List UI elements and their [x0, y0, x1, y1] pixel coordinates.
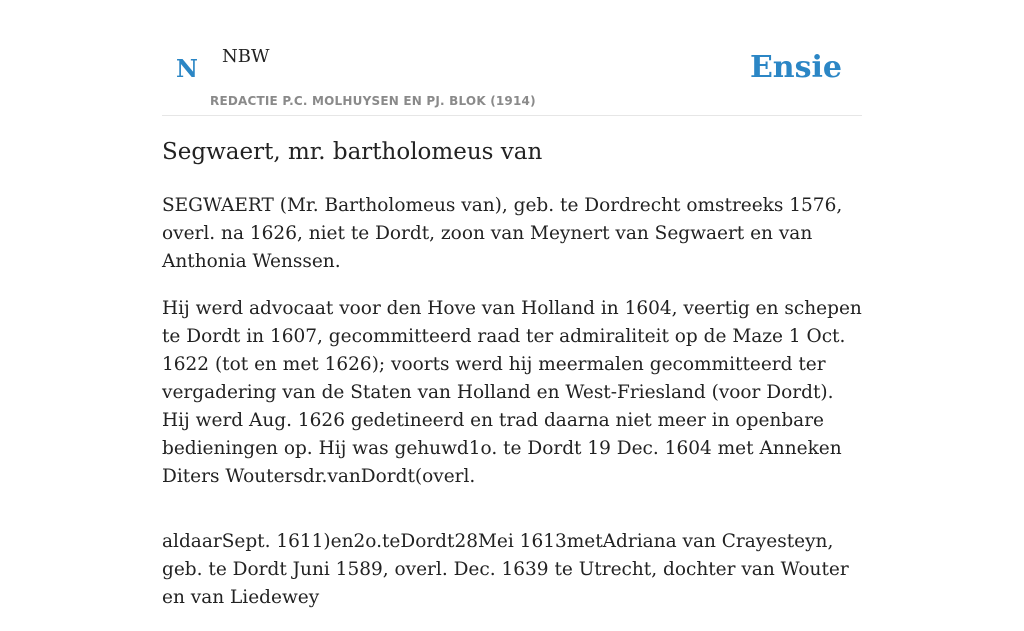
article-title: Segwaert, mr. bartholomeus van	[162, 139, 543, 165]
article-paragraph: aldaarSept. 1611)en2o.teDordt28Mei 1613metAdriana van Crayesteyn, geb. te Dordt Juni 1589, overl. Dec. 1639 te Utrecht, dochter van Wouter en van Liedewey	[162, 531, 849, 608]
article-paragraph: Hij werd advocaat voor den Hove van Holland in 1604, veertig en schepen te Dordt in 1607, gecommitteerd raad ter admiraliteit op de Maze 1 Oct. 1622 (tot en met 1626); voorts werd hij meermalen gecommitteerd ter vergadering van de Staten van Holland en West-Friesland (voor Dordt). Hij werd Aug. 1626 gedetineerd en trad daarna niet meer in openbare bedieningen op. Hij was gehuwd1o. te Dordt 19 Dec. 1604 met Anneken Diters Woutersdr.vanDordt(overl.	[162, 298, 862, 487]
source-logo[interactable]: N	[176, 54, 198, 83]
brand-logo[interactable]: Ensie	[749, 50, 842, 85]
source-header	[162, 0, 862, 116]
article-body	[162, 192, 862, 631]
article-paragraph: SEGWAERT (Mr. Bartholomeus van), geb. te Dordrecht omstreeks 1576, overl. na 1626, niet te Dordt, zoon van Meynert van Segwaert en van Anthonia Wenssen.	[162, 195, 843, 272]
source-title[interactable]: NBW	[222, 46, 270, 67]
content-container	[162, 0, 862, 608]
source-editors: REDACTIE P.C. MOLHUYSEN EN PJ. BLOK (1914)	[210, 94, 536, 108]
